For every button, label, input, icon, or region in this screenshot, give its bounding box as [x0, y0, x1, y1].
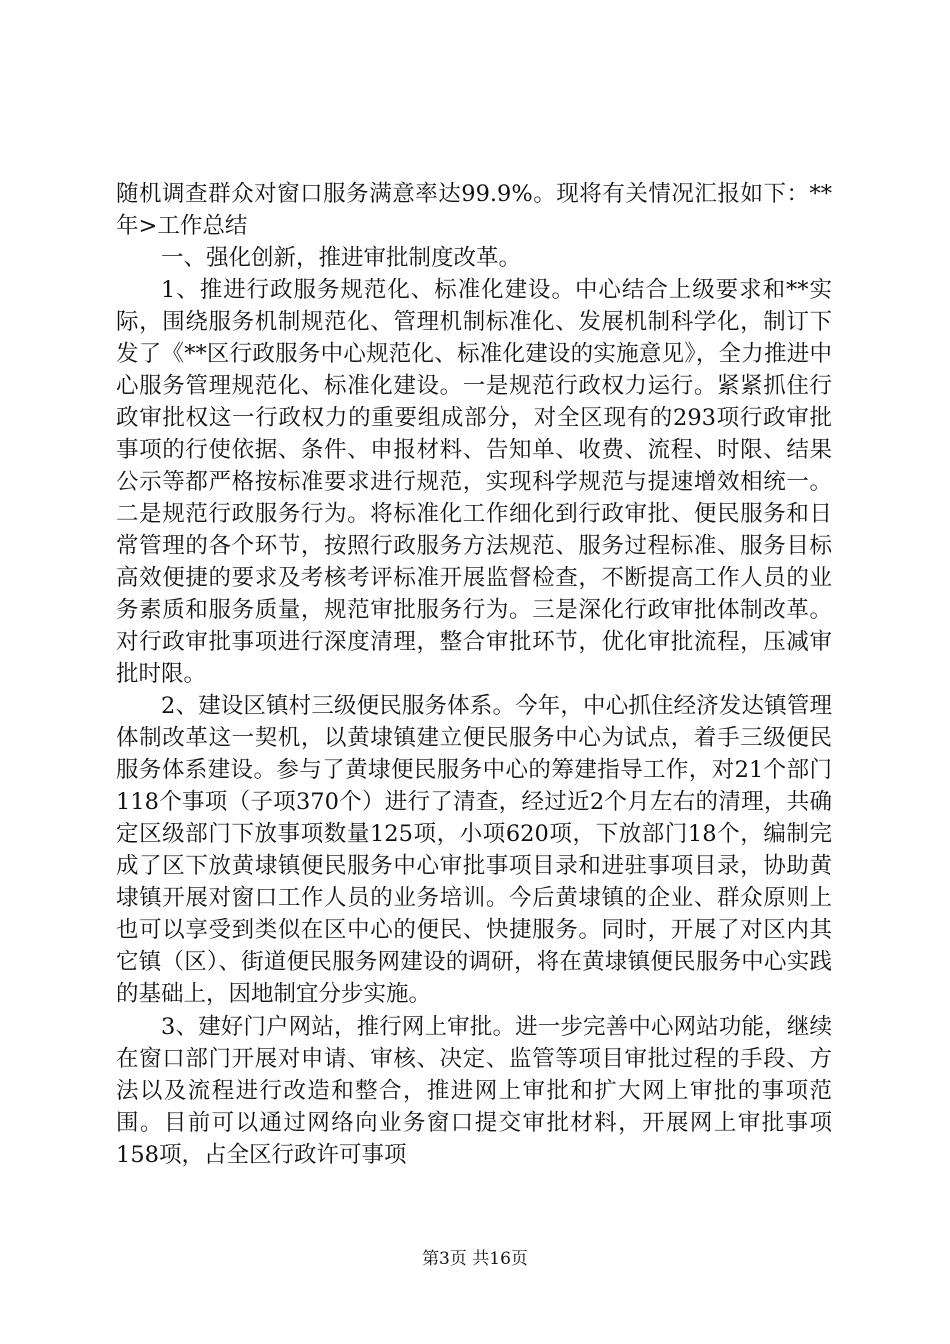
document-body: [116, 178, 832, 1171]
paragraph-intro-continuation: 随机调查群众对窗口服务满意率达99.9%。现将有关情况汇报如下：**年>工作总结: [116, 181, 832, 239]
paragraph-item-1: 1、推进行政服务规范化、标准化建设。中心结合上级要求和**实际，围绕服务机制规范化、管理机制标准化、发展机制科学化，制订下发了《**区行政服务中心规范化、标准化建设的实施意见》，全力推进中心服务管理规范化、标准化建设。一是规范行政权力运行。紧紧抓住行政审批权这一行政权力的重要组成部分，对全区现有的293项行政审批事项的行使依据、条件、申报材料、告知单、收费、流程、时限、结果公示等都严格按标准要求进行规范，实现科学规范与提速增效相统一。二是规范行政服务行为。将标准化工作细化到行政审批、便民服务和日常管理的各个环节，按照行政服务方法规范、服务过程标准、服务目标高效便捷的要求及考核考评标准开展监督检查，不断提高工作人员的业务素质和服务质量，规范审批服务行为。三是深化行政审批体制改革。对行政审批事项进行深度清理，整合审批环节，优化审批流程，压减审批时限。: [116, 277, 832, 687]
section-heading-1: 一、强化创新，推进审批制度改革。: [161, 245, 522, 271]
paragraph-item-2: 2、建设区镇村三级便民服务体系。今年，中心抓住经济发达镇管理体制改革这一契机，以黄埭镇建立便民服务中心为试点，着手三级便民服务体系建设。参与了黄埭便民服务中心的筹建指导工作，对21个部门118个事项（子项370个）进行了清查，经过近2个月左右的清理，共确定区级部门下放事项数量125项，小项620项，下放部门18个，编制完成了区下放黄埭镇便民服务中心审批事项目录和进驻事项目录，协助黄埭镇开展对窗口工作人员的业务培训。今后黄埭镇的企业、群众原则上也可以享受到类似在区中心的便民、快捷服务。同时，开展了对区内其它镇（区）、街道便民服务网建设的调研，将在黄埭镇便民服务中心实践的基础上，因地制宜分步实施。: [116, 693, 832, 1007]
page-number-footer: 第3页 共16页: [422, 1249, 528, 1269]
paragraph-item-3: 3、建好门户网站，推行网上审批。进一步完善中心网站功能，继续在窗口部门开展对申请、审核、决定、监管等项目审批过程的手段、方法以及流程进行改造和整合，推进网上审批和扩大网上审批的事项范围。目前可以通过网络向业务窗口提交审批材料，开展网上审批事项158项，占全区行政许可事项: [116, 1014, 832, 1168]
